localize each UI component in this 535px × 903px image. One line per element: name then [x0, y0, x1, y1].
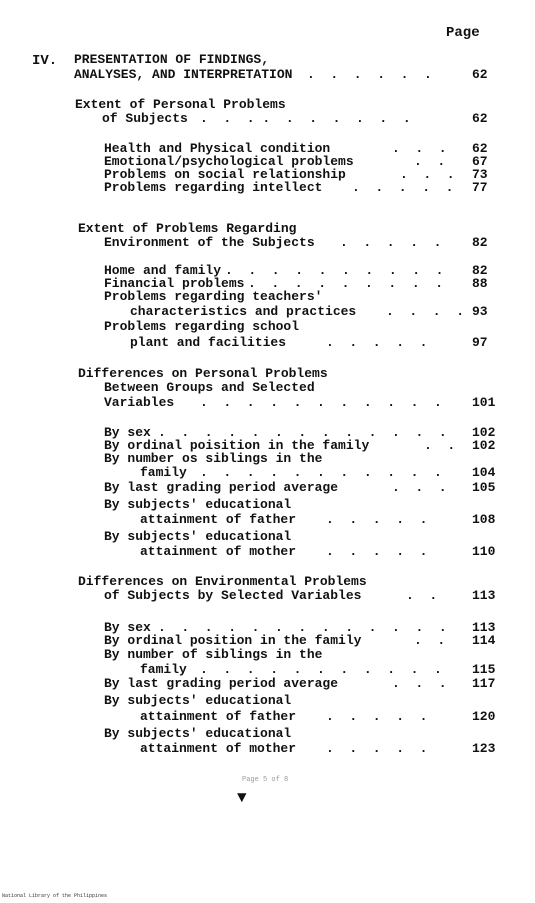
leader-dots: . . . . .	[326, 544, 428, 559]
section-title: Environment of the Subjects	[104, 235, 315, 250]
toc-entry: attainment of father	[140, 512, 297, 527]
page-number: 62	[472, 141, 488, 156]
section-title: Extent of Problems Regarding	[78, 221, 297, 236]
chapter-title-line-2: ANALYSES, AND INTERPRETATION	[74, 67, 293, 82]
leader-dots: . . .	[400, 167, 455, 182]
leader-dots: . .	[414, 633, 446, 648]
section-title: Between Groups and Selected	[104, 380, 315, 395]
section-title: of Subjects	[102, 111, 188, 126]
leader-dots: . . . . . .	[307, 67, 432, 82]
leader-dots: . .	[406, 588, 438, 603]
toc-entry: By sex	[104, 620, 151, 635]
toc-entry: By subjects' educational	[104, 726, 292, 741]
toc-entry: family	[140, 465, 187, 480]
toc-entry: attainment of mother	[140, 741, 297, 756]
page-number: 114	[472, 633, 496, 648]
toc-entry: By subjects' educational	[104, 497, 292, 512]
page-number: 110	[472, 544, 496, 559]
chapter-title-line-1: PRESENTATION OF FINDINGS,	[74, 52, 270, 67]
toc-entry: Problems regarding teachers'	[104, 289, 323, 304]
toc-entry: Problems regarding intellect	[104, 180, 323, 195]
leader-dots: . . . . . . . . . . .	[200, 395, 442, 410]
page-number: 101	[472, 395, 496, 410]
leader-dots: . . . . .	[326, 741, 428, 756]
toc-entry: attainment of father	[140, 709, 297, 724]
toc-entry: Health and Physical condition	[104, 141, 331, 156]
page-number: 105	[472, 480, 496, 495]
leader-dots: . . . .	[386, 304, 465, 319]
leader-dots: . . . . . . . . . . .	[200, 662, 442, 677]
leader-dots: . .	[424, 438, 456, 453]
toc-entry: Problems regarding school	[104, 319, 300, 334]
page-number: 115	[472, 662, 496, 677]
toc-entry: Financial problems	[104, 276, 245, 291]
archive-stamp: Page 5 of 8	[242, 776, 289, 784]
leader-dots: . . . . . . . . . . . . .	[158, 425, 447, 440]
page-number: 102	[472, 425, 496, 440]
section-title: Variables	[104, 395, 175, 410]
leader-dots: . . . . .	[326, 709, 428, 724]
leader-dots: . . . . . . . . . . .	[200, 465, 442, 480]
toc-entry: By ordinal poisition in the family	[104, 438, 370, 453]
toc-entry: Home and family	[104, 263, 222, 278]
section-title: of Subjects by Selected Variables	[104, 588, 362, 603]
toc-entry: characteristics and practices	[130, 304, 357, 319]
toc-entry: family	[140, 662, 187, 677]
leader-dots: . . . . . . . . .	[248, 276, 444, 291]
toc-entry: plant and facilities	[130, 335, 287, 350]
page-number: 82	[472, 235, 488, 250]
page-number: 77	[472, 180, 488, 195]
page-number: 82	[472, 263, 488, 278]
page-number: 113	[472, 588, 496, 603]
page-number: 120	[472, 709, 496, 724]
page-number: 104	[472, 465, 496, 480]
leader-dots: . . . . . . . . . . . . .	[158, 620, 447, 635]
leader-dots: . . . . .	[326, 335, 428, 350]
leader-dots: . . . . .	[340, 235, 442, 250]
leader-dots: . . . . . . . . . .	[225, 263, 444, 278]
page-number: 97	[472, 335, 488, 350]
leader-dots: . . .	[392, 480, 447, 495]
page-number: 62	[472, 67, 488, 82]
toc-entry: By subjects' educational	[104, 529, 292, 544]
section-title: Differences on Personal Problems	[78, 366, 328, 381]
toc-entry: Problems on social relationship	[104, 167, 346, 182]
page-number: 62	[472, 111, 488, 126]
page-number: 113	[472, 620, 496, 635]
page-number: 102	[472, 438, 496, 453]
leader-dots: . .	[414, 154, 446, 169]
page-number: 108	[472, 512, 496, 527]
leader-dots: . . . . .	[352, 180, 454, 195]
leader-dots: . . .	[392, 676, 447, 691]
toc-entry: attainment of mother	[140, 544, 297, 559]
page-number: 67	[472, 154, 488, 169]
chapter-number: IV.	[32, 53, 58, 69]
toc-entry: By number of siblings in the	[104, 647, 323, 662]
toc-entry: By last grading period average	[104, 676, 339, 691]
toc-entry: Emotional/psychological problems	[104, 154, 354, 169]
toc-entry: By last grading period average	[104, 480, 339, 495]
leader-dots: . . . . .	[326, 512, 428, 527]
toc-entry: By subjects' educational	[104, 693, 292, 708]
page-number: 123	[472, 741, 496, 756]
down-arrow-icon: ▼	[237, 789, 247, 807]
toc-entry: By sex	[104, 425, 151, 440]
page-number: 88	[472, 276, 488, 291]
page-number: 93	[472, 304, 488, 319]
page-column-heading: Page	[446, 25, 480, 41]
toc-entry: By number os siblings in the	[104, 451, 323, 466]
footer-source-label: National Library of the Philippines	[2, 893, 108, 899]
section-title: Extent of Personal Problems	[75, 97, 286, 112]
page-number: 117	[472, 676, 496, 691]
leader-dots: . . .	[392, 141, 447, 156]
page-number: 73	[472, 167, 488, 182]
section-title: Differences on Environmental Problems	[78, 574, 367, 589]
leader-dots: . . . . . . . . . .	[200, 111, 411, 126]
toc-entry: By ordinal position in the family	[104, 633, 362, 648]
